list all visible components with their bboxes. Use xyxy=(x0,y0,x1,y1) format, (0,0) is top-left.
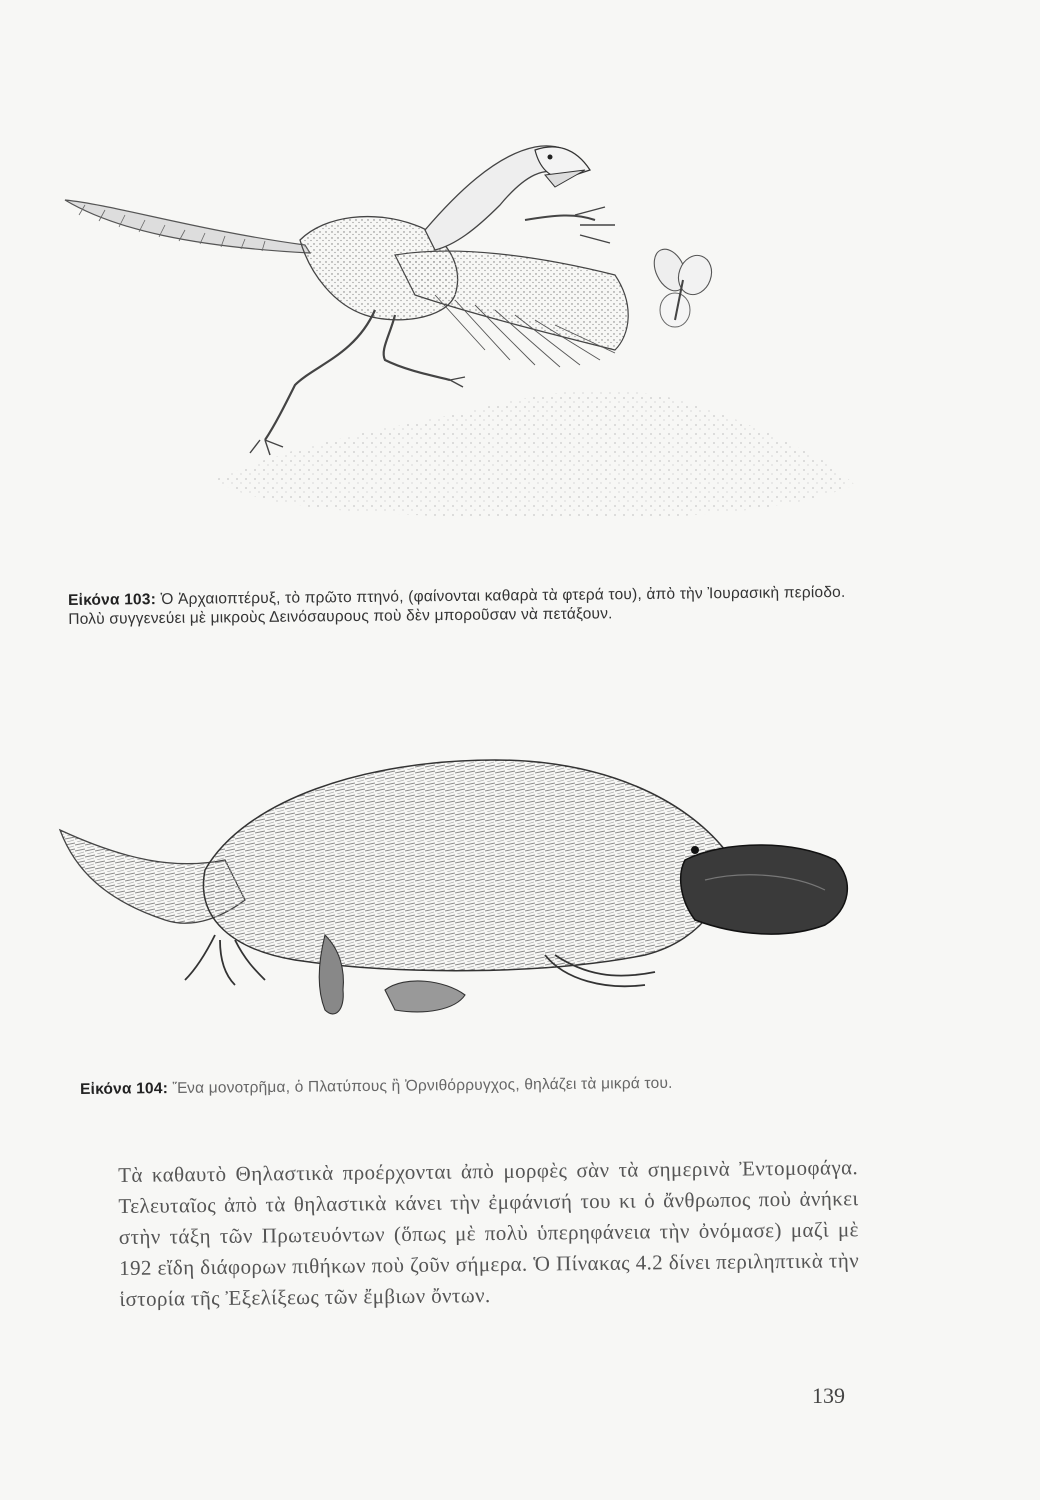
bird-leg-back xyxy=(265,310,375,440)
figure-104-caption-text: Ἕνα μονοτρῆμα, ὁ Πλατύπους ἢ Ὀρνιθόρρυγχος, θηλάζει τὰ μικρά του. xyxy=(167,1074,673,1098)
archaeopteryx-illustration xyxy=(55,135,875,535)
ground-shadow xyxy=(215,390,855,518)
figure-104-label: Εἰκόνα 104: xyxy=(80,1080,169,1098)
page-number: 139 xyxy=(812,1383,845,1408)
bird-leg-front xyxy=(384,315,450,380)
figure-104-caption xyxy=(80,1072,840,1099)
body-paragraph: Τὰ καθαυτὸ Θηλαστικὰ προέρχονται ἀπὸ μορφὲς σὰν τὰ σημερινὰ Ἐντομοφάγα. Τελευταῖος ἀπὸ τὰ θηλαστικὰ κάνει τὴν ἐμφάνισή του κι ὁ ἄνθρωπος ποὺ ἀνήκει στὴν τάξη τῶν Πρωτευόντων (ὅπως μὲ πολὺ ὑπερηφάνεια τὴν ὀνόμασε) μαζὶ μὲ 192 εἴδη διάφορων πιθήκων ποὺ ζοῦν σήμερα. Ὁ Πίνακας 4.2 δίνει περιληπτικὰ τὴν ἱστορία τῆς Ἐξελίξεως τῶν ἔμβιων ὄντων. xyxy=(118,1155,860,1311)
tail-feathers xyxy=(65,200,310,253)
figure-103-caption-text: Ὁ Ἀρχαιοπτέρυξ, τὸ πρῶτο πτηνό, (φαίνονται καθαρὰ τὰ φτερά του), ἀπὸ τὴν Ἰουρασικὴ περίοδο. Πολὺ συγγενεύει μὲ μικροὺς Δεινόσαυρους ποὺ δὲν μποροῦσαν νὰ πετάξουν. xyxy=(68,583,846,628)
wing-claws xyxy=(575,207,615,243)
platypus-eye xyxy=(691,846,699,854)
bird-eye xyxy=(548,155,553,160)
figure-103-caption xyxy=(68,583,858,629)
platypus-bill xyxy=(681,845,848,934)
body-text xyxy=(118,1152,860,1315)
figure-103-label: Εἰκόνα 103: xyxy=(68,591,157,609)
butterfly xyxy=(648,244,717,327)
platypus-illustration xyxy=(45,740,875,1040)
platypus-body xyxy=(203,760,726,971)
